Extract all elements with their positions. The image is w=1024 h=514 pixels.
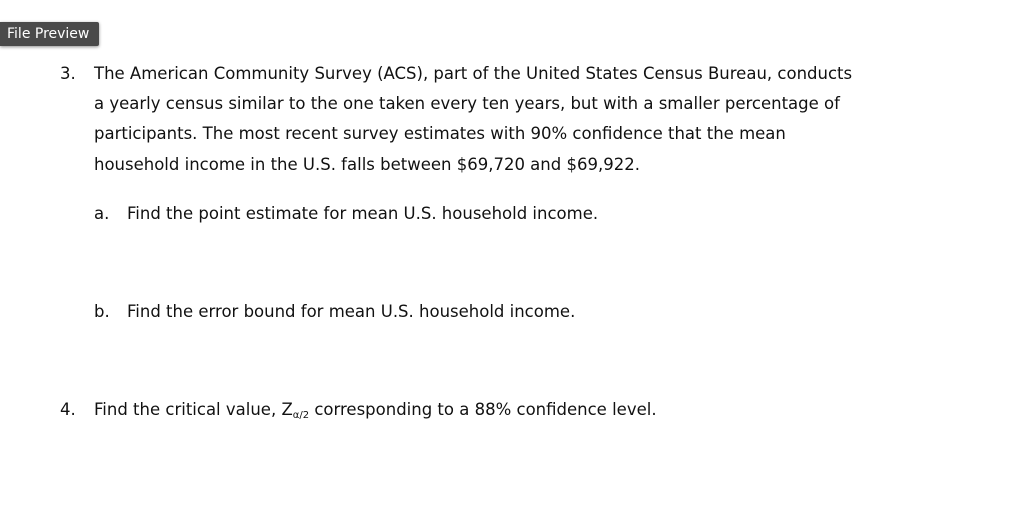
question-3-number: 3.: [60, 64, 76, 83]
file-preview-label: File Preview: [7, 26, 90, 42]
question-3b-text: Find the error bound for mean U.S. household income.: [127, 302, 576, 321]
question-3a-text: Find the point estimate for mean U.S. household income.: [127, 204, 599, 223]
question-3b-letter: b.: [94, 302, 110, 321]
z-symbol: Z: [281, 400, 293, 419]
question-3-line-1: The American Community Survey (ACS), part of the United States Census Bureau, conducts: [94, 64, 853, 83]
z-subscript: α/2: [292, 410, 310, 421]
question-3-line-2: a yearly census similar to the one taken every ten years, but with a smaller percentage of: [94, 94, 840, 113]
question-4-number: 4.: [60, 400, 76, 419]
question-3a-letter: a.: [94, 204, 110, 223]
question-3-line-3: participants. The most recent survey estimates with 90% confidence that the mean: [94, 124, 786, 143]
question-4-suffix: corresponding to a 88% confidence level.: [309, 400, 657, 419]
question-4-text: [94, 400, 657, 421]
question-4-prefix: Find the critical value,: [94, 400, 282, 419]
question-3-line-4: household income in the U.S. falls between $69,720 and $69,922.: [94, 155, 640, 174]
